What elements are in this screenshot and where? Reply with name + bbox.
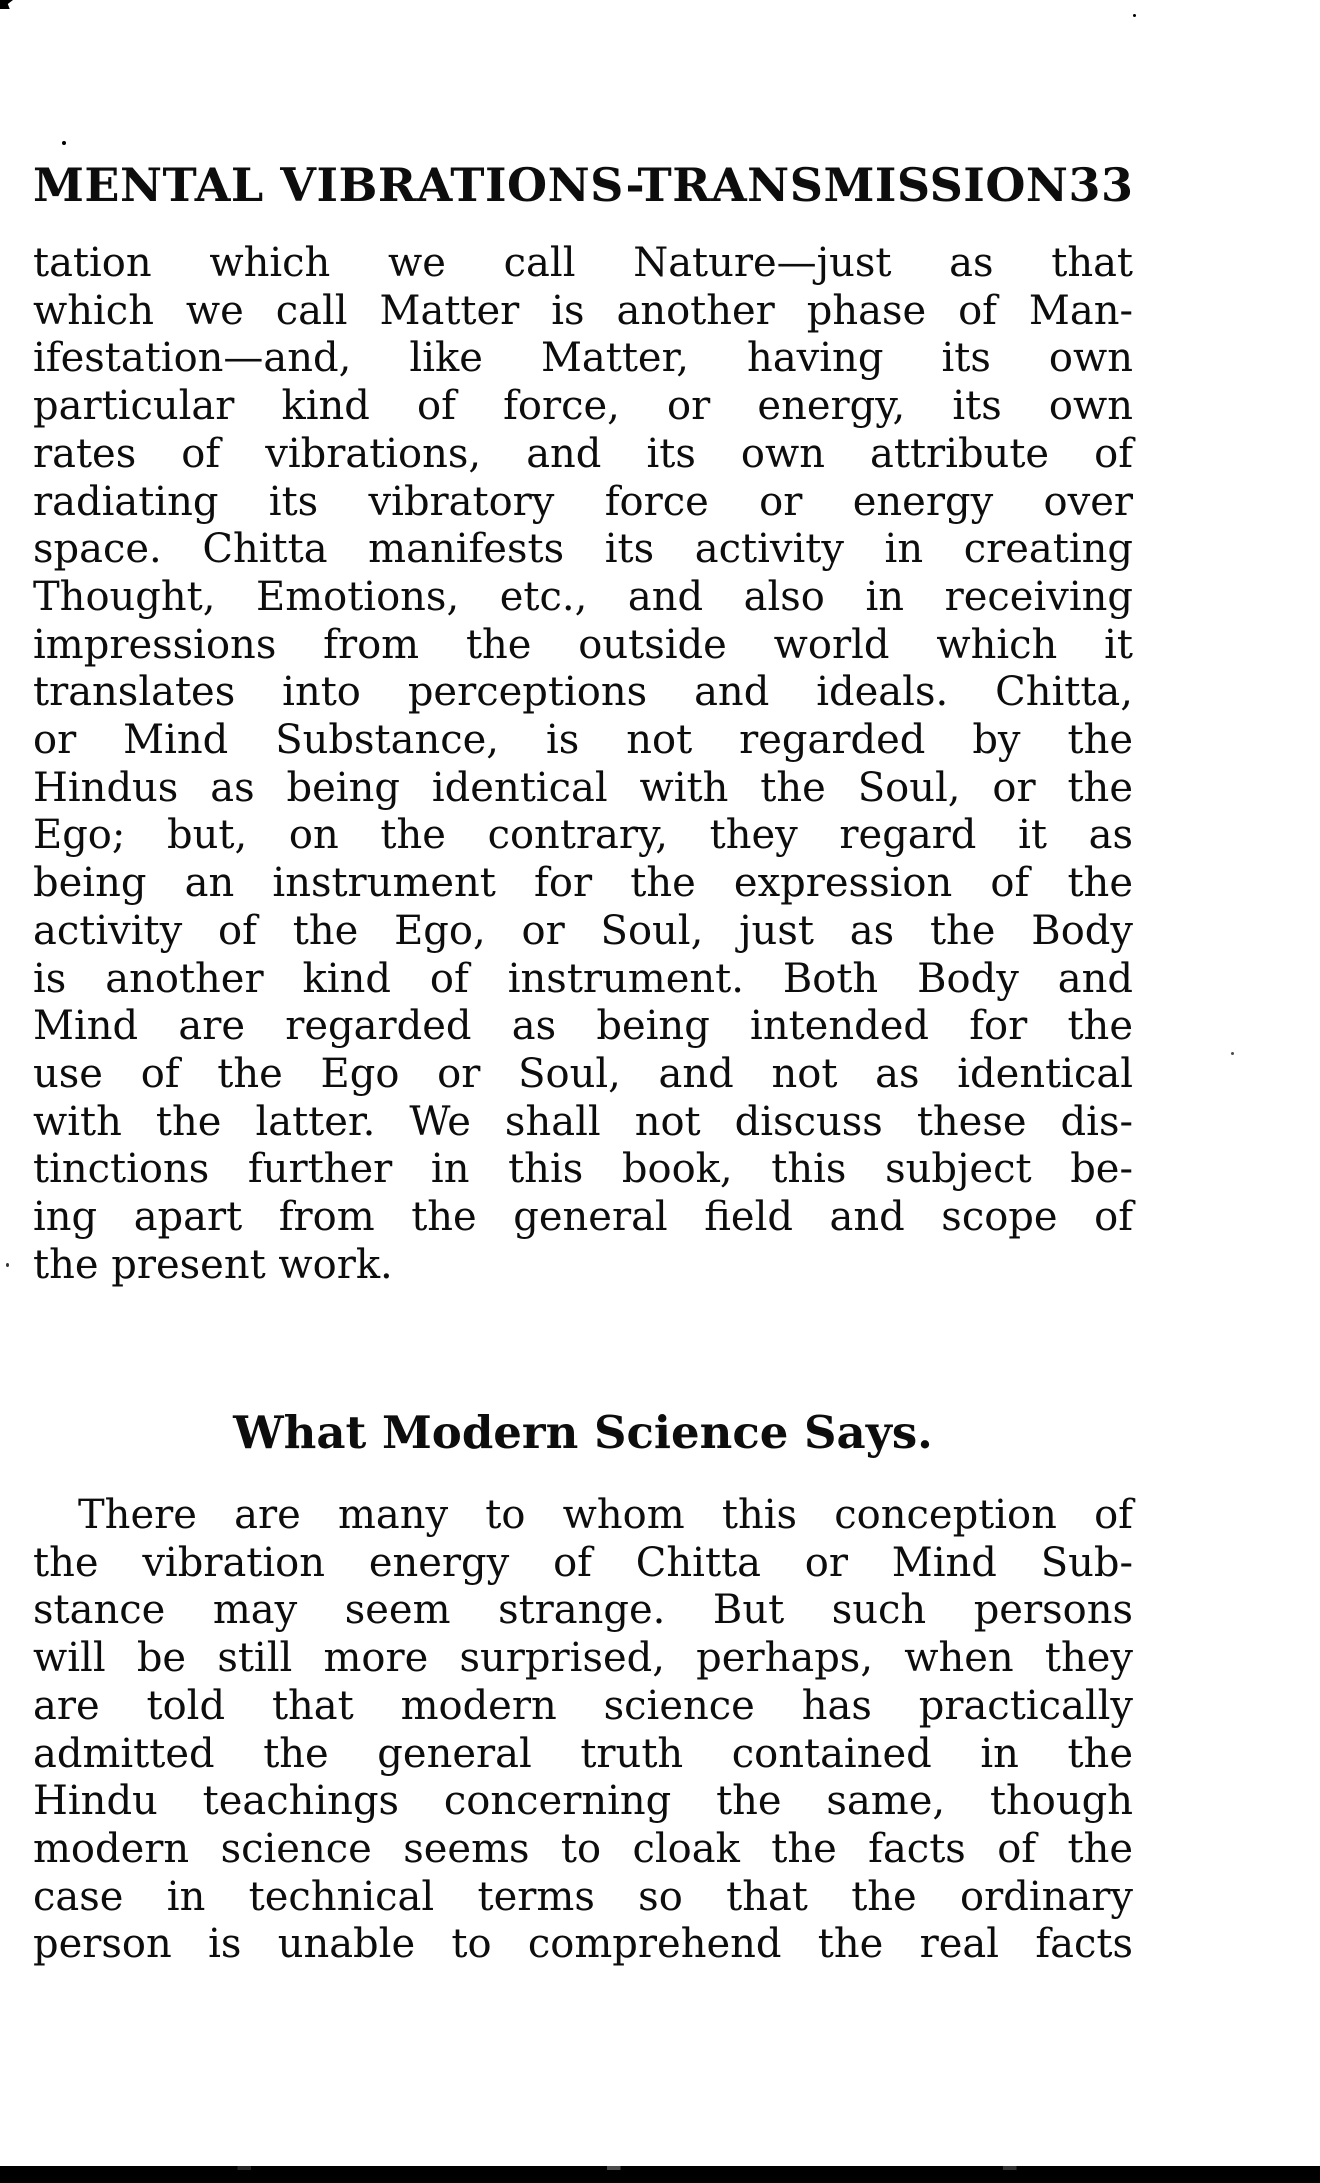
text-line: Hindus as being identical with the Soul, or the <box>33 764 1133 811</box>
text-line: will be still more surprised, perhaps, when they <box>33 1635 1133 1682</box>
text-line: ifestation—and, like Matter, having its own <box>33 335 1133 382</box>
text-line: impressions from the outside world which it <box>33 621 1133 668</box>
scan-speck <box>0 0 13 9</box>
text-line: ing apart from the general field and scope of <box>33 1194 1133 1241</box>
text-line: Hindu teachings concerning the same, though <box>33 1778 1133 1825</box>
text-line: are told that modern science has practically <box>33 1682 1133 1729</box>
text-line: person is unable to comprehend the real facts <box>33 1921 1133 1968</box>
running-header <box>33 160 1133 211</box>
text-line: or Mind Substance, is not regarded by the <box>33 717 1133 764</box>
text-line: tinctions further in this book, this subject be- <box>33 1146 1133 1193</box>
text-line: radiating its vibratory force or energy over <box>33 478 1133 525</box>
text-line: tation which we call Nature—just as that <box>33 240 1133 286</box>
text-line: the vibration energy of Chitta or Mind Sub- <box>33 1539 1133 1586</box>
text-line: Ego; but, on the contrary, they regard it as <box>33 812 1133 859</box>
text-line: with the latter. We shall not discuss these dis- <box>33 1098 1133 1145</box>
running-header-title: MENTAL VIBRATIONS-TRANSMISSION <box>33 158 1069 212</box>
text-line: case in technical terms so that the ordinary <box>33 1873 1133 1920</box>
text-line: There are many to whom this conception of <box>78 1492 1133 1538</box>
text-line: particular kind of force, or energy, its own <box>33 383 1133 430</box>
text-line: modern science seems to cloak the facts of the <box>33 1825 1133 1872</box>
text-line: translates into perceptions and ideals. Chitta, <box>33 669 1133 716</box>
text-line: activity of the Ego, or Soul, just as the Body <box>33 907 1133 954</box>
text-line: rates of vibrations, and its own attribute of <box>33 430 1133 477</box>
scan-speck <box>1133 14 1136 17</box>
scan-speck <box>1231 1052 1234 1055</box>
text-line: use of the Ego or Soul, and not as identical <box>33 1050 1133 1097</box>
page-number: 33 <box>1068 158 1134 212</box>
text-line: admitted the general truth contained in the <box>33 1730 1133 1777</box>
section-heading: What Modern Science Says. <box>233 1406 933 1459</box>
scan-speck <box>6 1263 9 1267</box>
text-line: space. Chitta manifests its activity in creating <box>33 526 1133 573</box>
scan-edge-bar <box>0 2170 1320 2183</box>
paragraph-1 <box>33 240 1133 1289</box>
paragraph-2 <box>33 1492 1133 1969</box>
text-line: Mind are regarded as being intended for the <box>33 1003 1133 1050</box>
text-line: the present work. <box>33 1241 393 1288</box>
text-line: being an instrument for the expression of the <box>33 860 1133 907</box>
text-line: is another kind of instrument. Both Body and <box>33 955 1133 1002</box>
text-line: stance may seem strange. But such persons <box>33 1587 1133 1634</box>
scan-speck <box>62 141 66 145</box>
text-line: which we call Matter is another phase of Man- <box>33 287 1133 334</box>
text-line: Thought, Emotions, etc., and also in receiving <box>33 573 1133 620</box>
